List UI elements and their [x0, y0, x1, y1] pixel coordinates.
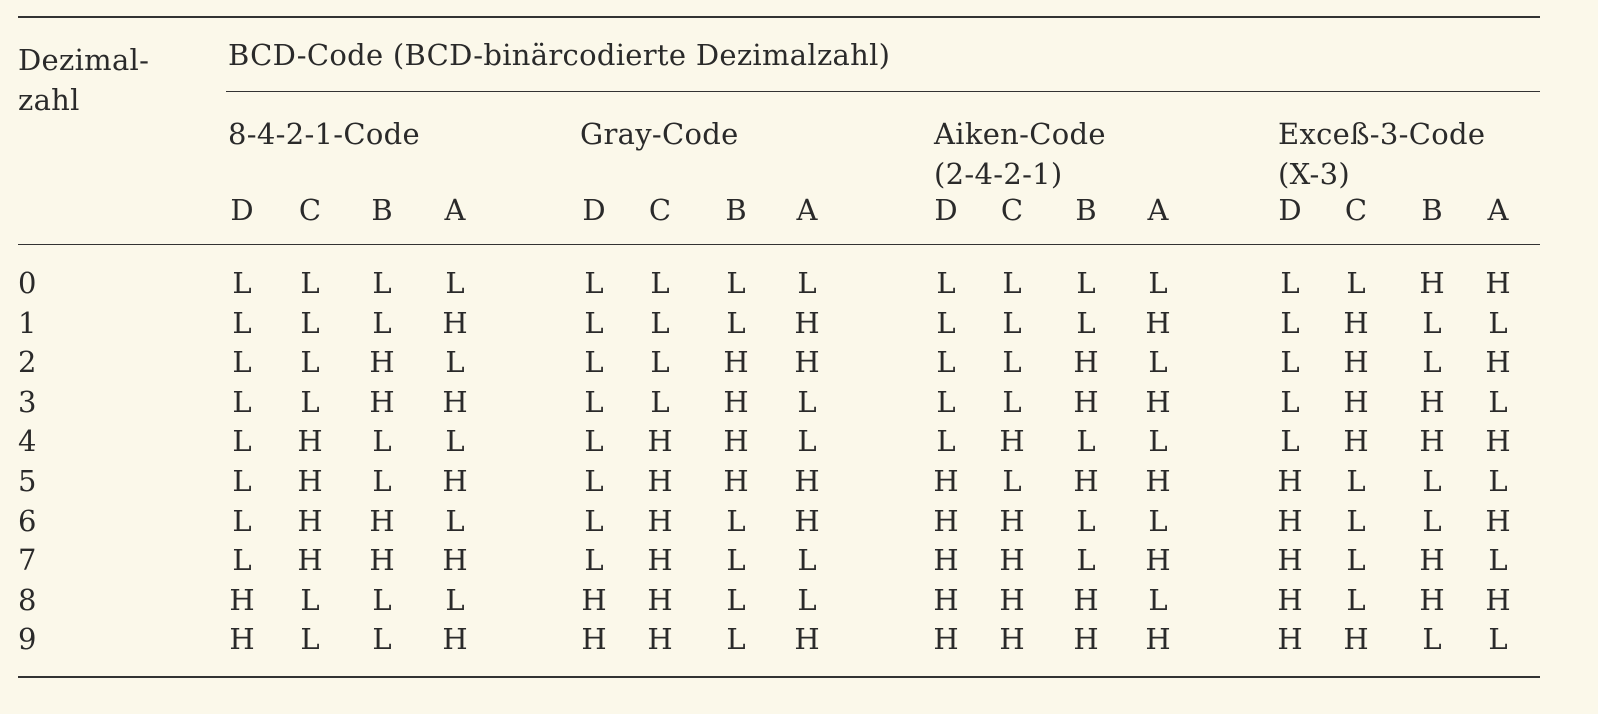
bit-value: H — [297, 503, 323, 538]
bcd-code-title: BCD-Code (BCD-binärcodierte Dezimalzahl) — [228, 38, 891, 72]
bit-value: L — [584, 503, 604, 538]
bit-label: A — [1487, 193, 1509, 227]
bit-value: L — [650, 266, 670, 300]
bit-value: H — [1485, 503, 1511, 538]
decimal-value: 9 — [18, 622, 37, 657]
bit-value: H — [369, 384, 395, 419]
bit-value: H — [794, 305, 820, 340]
bit-value: H — [647, 424, 673, 459]
bit-value: L — [936, 384, 956, 419]
bit-value: H — [297, 543, 323, 578]
bit-value: L — [372, 464, 392, 498]
bit-value: L — [1280, 345, 1300, 380]
bit-value: L — [1422, 622, 1442, 657]
bit-value: H — [933, 464, 959, 498]
bit-value: L — [1422, 503, 1442, 538]
code-header-gray: Gray-Code — [580, 117, 739, 151]
bit-value: H — [581, 622, 607, 657]
bit-value: H — [1485, 424, 1511, 459]
bit-value: L — [232, 543, 252, 578]
bit-value: L — [1422, 345, 1442, 380]
bit-value: L — [1280, 384, 1300, 419]
bit-value: L — [1346, 543, 1366, 578]
decimal-value: 4 — [18, 424, 37, 459]
bit-value: H — [647, 503, 673, 538]
bit-value: L — [1148, 503, 1168, 538]
bit-value: L — [232, 384, 252, 419]
bit-label: D — [582, 193, 606, 227]
bit-value: L — [445, 582, 465, 617]
bit-value: L — [1002, 345, 1022, 380]
bit-value: L — [797, 582, 817, 617]
bit-value: H — [1073, 384, 1099, 419]
code-header-8421: 8-4-2-1-Code — [228, 117, 420, 151]
bit-label: D — [1278, 193, 1302, 227]
bit-value: L — [936, 266, 956, 300]
bit-value: L — [1002, 305, 1022, 340]
bit-value: L — [1422, 305, 1442, 340]
bit-value: L — [1076, 424, 1096, 459]
bit-value: L — [300, 622, 320, 657]
bit-value: H — [1073, 582, 1099, 617]
bit-label: C — [1344, 193, 1368, 227]
bit-value: L — [232, 464, 252, 498]
bit-value: L — [1002, 384, 1022, 419]
bit-value: L — [726, 622, 746, 657]
bit-value: H — [1145, 622, 1171, 657]
bit-value: H — [794, 503, 820, 538]
bit-value: L — [584, 424, 604, 459]
bit-value: H — [1419, 384, 1445, 419]
bottom-rule — [18, 676, 1540, 678]
bit-value: H — [999, 582, 1025, 617]
bit-value: L — [797, 384, 817, 419]
bit-value: L — [1346, 503, 1366, 538]
bit-value: H — [1485, 345, 1511, 380]
bit-value: H — [1145, 305, 1171, 340]
bit-value: H — [723, 464, 749, 498]
bit-value: L — [232, 266, 252, 300]
dezimalzahl-header: Dezimal- zahl — [18, 43, 150, 117]
bit-label: C — [648, 193, 672, 227]
bit-value: H — [442, 305, 468, 340]
bit-value: L — [936, 345, 956, 380]
bit-label: B — [1075, 193, 1097, 227]
bit-label: C — [1000, 193, 1024, 227]
bit-value: H — [1343, 305, 1369, 340]
bit-value: L — [1076, 266, 1096, 300]
bit-value: L — [936, 424, 956, 459]
bit-value: H — [999, 543, 1025, 578]
bit-value: L — [300, 384, 320, 419]
bit-value: L — [1488, 543, 1508, 578]
bit-value: H — [1073, 464, 1099, 498]
bit-value: H — [1145, 464, 1171, 498]
bit-value: H — [581, 582, 607, 617]
bit-value: H — [442, 543, 468, 578]
bit-value: L — [584, 305, 604, 340]
bit-value: H — [723, 384, 749, 419]
bit-value: L — [1488, 384, 1508, 419]
bit-value: H — [442, 622, 468, 657]
bit-value: H — [229, 582, 255, 617]
bit-value: H — [794, 622, 820, 657]
bit-label: B — [371, 193, 393, 227]
bit-value: H — [933, 543, 959, 578]
bit-value: H — [1073, 622, 1099, 657]
bit-value: L — [650, 384, 670, 419]
bit-value: L — [797, 266, 817, 300]
bit-label: A — [444, 193, 466, 227]
bit-value: L — [726, 543, 746, 578]
bit-value: L — [445, 503, 465, 538]
top-rule — [18, 16, 1540, 18]
bit-label: B — [725, 193, 747, 227]
bit-value: H — [647, 543, 673, 578]
bit-value: L — [584, 345, 604, 380]
decimal-value: 5 — [18, 464, 37, 498]
code-header-excess3: Exceß-3-Code (X-3) — [1278, 117, 1486, 191]
bit-value: H — [1343, 384, 1369, 419]
bit-value: L — [445, 266, 465, 300]
bit-value: H — [647, 464, 673, 498]
decimal-value: 0 — [18, 266, 37, 300]
bit-value: H — [442, 464, 468, 498]
bit-value: H — [723, 424, 749, 459]
bit-value: H — [999, 622, 1025, 657]
bit-value: H — [1277, 543, 1303, 578]
decimal-value: 8 — [18, 582, 37, 617]
code-header-aiken: Aiken-Code (2-4-2-1) — [934, 117, 1106, 191]
bit-value: H — [1485, 582, 1511, 617]
bit-value: H — [999, 503, 1025, 538]
bit-value: L — [1280, 266, 1300, 300]
bit-label: B — [1421, 193, 1443, 227]
bit-value: H — [723, 345, 749, 380]
bit-value: H — [1145, 543, 1171, 578]
bit-value: L — [1148, 424, 1168, 459]
bit-value: H — [794, 464, 820, 498]
bit-value: H — [1277, 622, 1303, 657]
bit-value: L — [726, 503, 746, 538]
bit-value: H — [1343, 622, 1369, 657]
bit-value: L — [650, 305, 670, 340]
bit-value: L — [1346, 464, 1366, 498]
bit-value: H — [442, 384, 468, 419]
bit-value: L — [797, 543, 817, 578]
bit-value: L — [232, 305, 252, 340]
bit-value: L — [726, 305, 746, 340]
bit-value: L — [1002, 464, 1022, 498]
bit-label: D — [230, 193, 254, 227]
bit-value: L — [300, 266, 320, 300]
bit-value: L — [1346, 266, 1366, 300]
bit-value: H — [1419, 543, 1445, 578]
bit-value: H — [1419, 266, 1445, 300]
bit-value: L — [584, 384, 604, 419]
bit-value: L — [1280, 305, 1300, 340]
decimal-value: 2 — [18, 345, 37, 380]
bit-value: H — [1419, 582, 1445, 617]
bit-value: L — [372, 622, 392, 657]
decimal-value: 6 — [18, 503, 37, 538]
decimal-value: 7 — [18, 543, 37, 578]
bit-value: L — [300, 305, 320, 340]
decimal-value: 1 — [18, 305, 37, 340]
bit-value: H — [297, 464, 323, 498]
bit-value: H — [1145, 384, 1171, 419]
bit-value: L — [232, 345, 252, 380]
bit-value: L — [1148, 582, 1168, 617]
bit-value: L — [1076, 503, 1096, 538]
bit-value: L — [1148, 345, 1168, 380]
bit-value: H — [1277, 582, 1303, 617]
bit-label: A — [796, 193, 818, 227]
decimal-value: 3 — [18, 384, 37, 419]
bit-value: L — [372, 582, 392, 617]
bit-value: L — [1076, 543, 1096, 578]
bit-value: H — [1419, 424, 1445, 459]
bit-value: H — [1277, 503, 1303, 538]
bit-value: L — [584, 464, 604, 498]
bit-value: H — [369, 503, 395, 538]
bit-value: H — [1277, 464, 1303, 498]
bit-value: L — [650, 345, 670, 380]
bit-value: L — [445, 345, 465, 380]
bit-value: L — [1280, 424, 1300, 459]
bit-label: C — [298, 193, 322, 227]
bit-value: L — [232, 503, 252, 538]
bit-value: H — [933, 503, 959, 538]
header-bottom-rule — [18, 244, 1540, 245]
bit-value: L — [1422, 464, 1442, 498]
bit-value: H — [369, 345, 395, 380]
bit-value: H — [933, 622, 959, 657]
bit-value: H — [794, 345, 820, 380]
bit-value: L — [372, 424, 392, 459]
bit-value: H — [229, 622, 255, 657]
bit-value: L — [726, 266, 746, 300]
bit-value: L — [797, 424, 817, 459]
bit-value: L — [726, 582, 746, 617]
bit-value: H — [1485, 266, 1511, 300]
bit-value: L — [300, 345, 320, 380]
bit-value: L — [300, 582, 320, 617]
bit-value: H — [933, 582, 959, 617]
header-subrule — [226, 91, 1540, 92]
bit-value: H — [1343, 345, 1369, 380]
bit-value: H — [1343, 424, 1369, 459]
bit-value: H — [647, 582, 673, 617]
bit-value: L — [584, 266, 604, 300]
bit-value: L — [1148, 266, 1168, 300]
bit-value: L — [1002, 266, 1022, 300]
bit-value: L — [584, 543, 604, 578]
bit-value: H — [1073, 345, 1099, 380]
bit-value: L — [1488, 622, 1508, 657]
bit-value: L — [1346, 582, 1366, 617]
bit-value: H — [369, 543, 395, 578]
bit-value: L — [1488, 305, 1508, 340]
bit-value: L — [1488, 464, 1508, 498]
bit-value: H — [999, 424, 1025, 459]
bit-value: L — [445, 424, 465, 459]
bit-value: L — [372, 305, 392, 340]
bit-value: L — [232, 424, 252, 459]
bit-value: L — [936, 305, 956, 340]
bit-value: H — [647, 622, 673, 657]
bit-value: H — [297, 424, 323, 459]
bit-label: A — [1147, 193, 1169, 227]
bit-value: L — [1076, 305, 1096, 340]
bit-value: L — [372, 266, 392, 300]
bit-label: D — [934, 193, 958, 227]
